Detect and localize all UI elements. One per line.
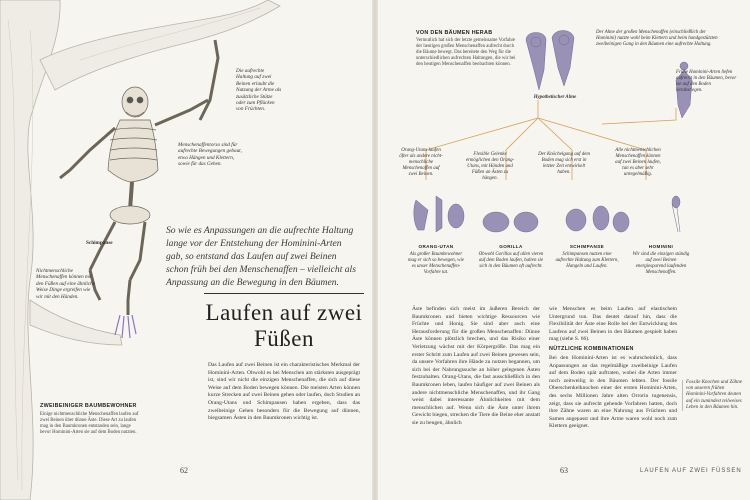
ancestor-label: Hypothetischer Ahne (533, 95, 577, 100)
title-rule (204, 293, 364, 294)
caption-orang-1: Orang-Utans laufen öfter als andere nicht-menschliche Menschenaffen auf zwei Beinen. (399, 148, 443, 177)
hominini-note: Frühe Hominini-Arten liefen aufrecht in den Bäumen, bevor sie auf den Boden herabstiegen. (676, 70, 737, 93)
group-text-orang: Als großer Baumbewohner mag er sich so bewegen, wie es unser Menschenaffen-Vorfahre tat. (408, 252, 464, 275)
box-text: Einige nichtmenschliche Menschenaffen laufen auf zwei Beinen über dünne Äste. Diese Art zu laufen mag in den Baumkronen entstanden sein, lange bevor Hominini-Arten sie auf dem Boden nutzten. (40, 412, 139, 435)
running-footer: LAUFEN AUF ZWEI FÜSSEN (640, 468, 742, 474)
group-text-gorilla: Obwohl Gorillas auf allen vieren auf dem Boden laufen, halten sie sich in den Bäumen oft aufrecht. (478, 252, 544, 269)
page-number-right: 63 (560, 466, 568, 475)
group-text-hominini: Wir sind die einzigen ständig auf zwei Beinen energiesparend laufenden Menschenaffen. (632, 252, 690, 275)
page-title: Laufen auf zwei Füßen (205, 300, 363, 351)
right-heading: VON DEN BÄUMEN HERAB (416, 30, 493, 36)
box-heading: ZWEIBEINIGER BAUMBEWOHNER (40, 403, 137, 409)
page-number-left: 62 (180, 466, 188, 475)
side-quote: Fossile Knochen und Zähne von unseren frühen Hominini-Vorfahren deuten auf ein zumindest teilweises Leben in den Bäumen hin. (682, 380, 742, 411)
caption-gorilla: Der Knöchelgang auf dem Boden mag sich erst in letzter Zeit entwickelt haben. (538, 152, 590, 175)
group-label-hominini: HOMININI (648, 244, 674, 249)
group-label-gorilla: GORILLA (499, 244, 523, 249)
right-col-2-heading: NÜTZLICHE KOMBINATIONEN (549, 346, 634, 352)
group-label-orang: ORANG-UTAN (418, 244, 454, 249)
right-col-2b: Bei den Hominini-Arten ist es wahrscheinlich, dass Anpassungen an das regelmäßige zweibeinige Laufen auf dem Boden spät auftraten, wobei die Arten immer noch zeitweilig in den Bäumen lebten. Der fossile Oberschenkelknochen einer der ersten Hominini-Arten, des sechs Millionen Jahre alten Orrorin tugenensis, zeigt, dass sie aufrecht gehende Vorfahren hatten, doch ihre Zähne waren an eine Nahrung aus Früchten und Samen angepasst und ihre Arme waren wohl noch zum Klettern geeignet. (549, 355, 677, 430)
note-torso: Menschenaffentorso sind für aufrechte Bewegungen gebaut, etwa Hängen und Klettern, sowie für das Gehen. (178, 142, 242, 168)
left-body-text: Das Laufen auf zwei Beinen ist ein charakteristisches Merkmal der Hominini-Arten. Obwohl es bei Menschen am stärksten ausgeprägt ist, sind wir nicht die einzigen Menschenaffen, die sich auf diese Weise auf dem Boden bewegen können. Die meisten Arten können kurze Strecken auf zwei Beinen gehen oder laufen, doch Studien an Orang-Utans und Schimpansen haben ergeben, dass das zweibeinige Gehen besonders für die Bewegung auf dünnen, biegsamen Ästen in den Baumkronen wichtig ist. (208, 362, 360, 422)
right-intro: Vermutlich hat sich der letzte gemeinsame Vorfahre der heutigen großen Menschenaffen aufrecht durch die Bäume bewegt. Das bereitete den Weg für die unterschiedlichen aufrechten Haltungen, die wir bei den heutigen Menschenaffen beobachten können. (416, 38, 516, 67)
note-upright: Die aufrechte Haltung auf zwei Beinen erlaubt die Nutzung der Arme als zusätzliche Stütze oder zum Pflücken von Früchten. (236, 68, 282, 113)
right-col-2a: wie Menschen es beim Laufen auf elastischem Untergrund tun. Das deutet darauf hin, dass die Flexibilität der Äste eine Rolle bei der Entwicklung des Laufens auf zwei Beinen in den Bäumen gespielt haben mag (siehe S. 66). (549, 306, 677, 343)
group-label-chimp: SCHIMPANSE (569, 244, 605, 249)
lead-quote: So wie es Anpassungen an die aufrechte Haltung lange vor der Entstehung der Hominini-Arten gab, so entstand das Laufen auf zwei Beinen schon früh bei den Menschenaffen – vielleicht als Anpassung an die Bewegung in den Bäumen. (166, 225, 356, 288)
caption-chimp: Alle nichtmenschlichen Menschenaffen können auf zwei Beinen laufen, tun es aber sehr unregelmäßig. (615, 148, 661, 177)
ancestor-note: Der Ahne der großen Menschenaffen (einschließlich der Hominini) nutzte wohl beim Klettern und beim handgestützten zweibeinigen Gang in den Bäumen eine aufrechte Haltung. (596, 30, 718, 47)
species-label: Schimpanse (86, 240, 113, 246)
caption-orang-2: Flexible Gelenke ermöglichen den Orang-Utans, mit Händen und Füßen an Ästen zu hängen. (465, 152, 515, 181)
right-col-1: Äste befinden sich meist im äußeren Bereich der Baumkronen und bieten wichtige Ressourcen wie Früchte und Honig. Sie sind aber auch eine Herausforderung für die großen Menschenaffen: Dünne Äste können plötzlich brechen, und das Risiko einer Verletzung wächst mit der Körpergröße. Das mag ein erster Schritt zum Laufen auf zwei Beinen gewesen sein, da unsere Vorfahren ihre Hände zu nutzen begannen, um sich bei der Nahrungssuche an höher gelegenen Ästen festzuhalten. Orang-Utans, die fast ausschließlich in den Baumkronen leben, laufen häufiger auf zwei Beinen als andere nichtmenschliche Menschenaffen, und ihr Gang weist dabei interessante Ähnlichkeiten mit dem menschlichen auf. Wenn sich die Äste unter ihrem Gewicht biegen, strecken die Tiere die Beine eher anstatt sie zu beugen, ähnlich (412, 306, 540, 426)
note-feet: Nichtmenschliche Menschenaffen können mit den Füßen auf eine ähnliche Weise Dinge ergreifen wie wir mit den Händen. (36, 268, 96, 300)
group-text-chimp: Schimpansen nutzen eine aufrechte Haltung zum Klettern, Hangeln und Laufen. (555, 252, 619, 269)
